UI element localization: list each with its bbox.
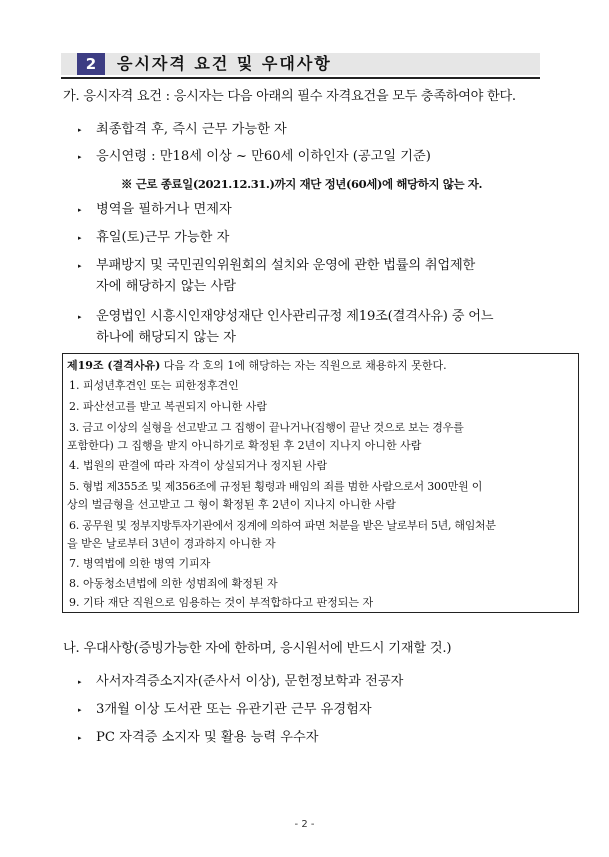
bullet-icon: ▸ (78, 153, 82, 161)
list-item-text: 휴일(토)근무 가능한 자 (96, 230, 230, 245)
bullet-icon: ▸ (78, 206, 82, 214)
box-heading-text: 다음 각 호의 1에 해당하는 자는 직원으로 채용하지 못한다. (160, 359, 447, 372)
box-line: 6. 공무원 및 정부지방투자기관에서 징계에 의하여 파면 처분을 받은 날로부터 5년, 해임처분 (69, 519, 496, 532)
box-line: 3. 금고 이상의 실형을 선고받고 그 집행이 끝나거나(집행이 끝난 것으로 보는 경우를 (69, 421, 464, 434)
part-a-intro: 가. 응시자격 요건 : 응시자는 다음 아래의 필수 자격요건을 모두 충족하여야 한다. (63, 89, 516, 104)
list-item-continuation: 하나에 해당되지 않는 자 (96, 330, 236, 345)
box-line: 5. 형법 제355조 및 제356조에 규정된 횡령과 배임의 죄를 범한 사람으로서 300만원 이 (69, 480, 483, 493)
bullet-icon: ▸ (78, 706, 82, 714)
box-heading-label: 제19조 (결격사유) (67, 359, 161, 372)
box-heading (67, 358, 447, 374)
list-item-text: 최종합격 후, 즉시 근무 가능한 자 (96, 122, 287, 137)
box-line: 을 받은 날로부터 3년이 경과하지 아니한 자 (67, 537, 276, 550)
bullet-icon: ▸ (78, 126, 82, 134)
section-number: 2 (77, 53, 105, 75)
section-title: 응시자격 요건 및 우대사항 (117, 54, 332, 73)
list-item-text: 운영법인 시흥시인재양성재단 인사관리규정 제19조(결격사유) 중 어느 (96, 309, 494, 324)
bullet-icon: ▸ (78, 734, 82, 742)
box-line: 상의 벌금형을 선고받고 그 형이 확정된 후 2년이 지나지 아니한 사람 (67, 498, 396, 511)
box-line: 7. 병역법에 의한 병역 기피자 (69, 557, 211, 570)
box-line: 9. 기타 재단 직원으로 임용하는 것이 부적합하다고 판정되는 자 (69, 596, 374, 609)
list-item-text: 사서자격증소지자(준사서 이상), 문헌정보학과 전공자 (96, 674, 404, 689)
disqualification-box (62, 353, 579, 613)
bullet-icon: ▸ (78, 313, 82, 321)
list-item-text: 병역을 필하거나 면제자 (96, 202, 232, 217)
list-item-text: 응시연령 : 만18세 이상 ~ 만60세 이하인자 (공고일 기준) (96, 149, 431, 164)
box-line: 1. 피성년후견인 또는 피한정후견인 (69, 379, 239, 392)
bullet-icon: ▸ (78, 262, 82, 270)
box-line: 4. 법원의 판결에 따라 자격이 상실되거나 정지된 사람 (69, 459, 328, 472)
list-item-continuation: 자에 해당하지 않는 사람 (96, 279, 236, 294)
list-item-text: 부패방지 및 국민권익위원회의 설치와 운영에 관한 법률의 취업제한 (96, 258, 476, 273)
list-item-text: 3개월 이상 도서관 또는 유관기관 근무 유경험자 (96, 702, 372, 717)
part-b-intro: 나. 우대사항(증빙가능한 자에 한하며, 응시원서에 반드시 기재할 것.) (63, 641, 452, 656)
age-note: ※ 근로 종료일(2021.12.31.)까지 재단 정년(60세)에 해당하지 않는 자. (121, 177, 483, 191)
bullet-icon: ▸ (78, 234, 82, 242)
box-line: 포함한다) 그 집행을 받지 아니하기로 확정된 후 2년이 지나지 아니한 사람 (67, 439, 422, 452)
section-header (61, 50, 540, 79)
box-line: 8. 아동청소년법에 의한 성범죄에 확정된 자 (69, 577, 278, 590)
bullet-icon: ▸ (78, 678, 82, 686)
list-item-text: PC 자격증 소지자 및 활용 능력 우수자 (96, 730, 319, 745)
page-number: - 2 - (294, 819, 315, 830)
box-line: 2. 파산선고를 받고 복권되지 아니한 사람 (69, 400, 267, 413)
